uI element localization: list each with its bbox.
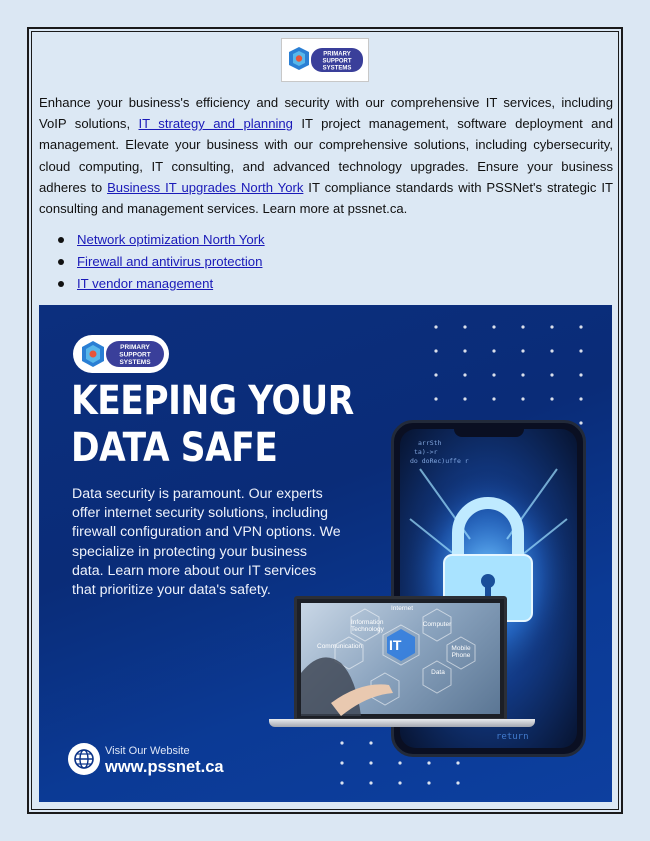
phone-code-line-1: arrSth [418, 439, 442, 447]
service-links-list [56, 229, 265, 294]
phone-notch [454, 425, 524, 437]
list-item [56, 229, 265, 251]
link-firewall-antivirus[interactable]: Firewall and antivirus protection [77, 253, 263, 269]
phone-code-line-2: ta)->r [414, 448, 438, 456]
company-logo [281, 38, 369, 82]
svg-text:SYSTEMS: SYSTEMS [119, 359, 151, 366]
link-network-optimization[interactable]: Network optimization North York [77, 232, 265, 247]
svg-text:PRIMARY: PRIMARY [323, 51, 351, 58]
banner-logo-hexagon-icon [82, 341, 104, 367]
laptop-label-it: IT [389, 637, 402, 653]
svg-text:SUPPORT: SUPPORT [322, 58, 352, 65]
banner-logo-graphic [73, 335, 169, 373]
intro-text-3: IT compliance standards with PSSNet's strategic IT consulting and management services. Learn more at pssnet.ca. [39, 179, 613, 217]
laptop-label-computer: Computer [422, 621, 452, 628]
laptop-base [269, 719, 535, 727]
phone-code-line-4: return [496, 732, 529, 742]
intro-text-2: IT project management, software deployment and management. Elevate your business with our comprehensive solutions, including cybersecurity, cloud computing, IT consulting, and advanced technology upgrades. Ensure your business adheres to [39, 116, 614, 195]
phone-code-line-3: do doRec)uffe r [410, 457, 469, 465]
hexagon-network-icon [301, 603, 502, 716]
headline-line-1: KEEPING YOUR [71, 378, 354, 424]
list-item [56, 251, 265, 273]
laptop-label-internet: Internet [390, 605, 414, 612]
svg-text:SYSTEMS: SYSTEMS [322, 65, 352, 72]
list-item [56, 273, 265, 295]
intro-text-1: Enhance your business's efficiency and security with our comprehensive IT services, including VoIP solutions, [39, 95, 613, 132]
laptop-label-data: Data [431, 669, 445, 676]
promo-banner [39, 305, 612, 802]
banner-description: Data security is paramount. Our experts offer internet security solutions, including firewall configuration and VPN options. We specialize in protecting your business data. Learn more about our IT services that prioritize your data's safety. [72, 486, 341, 599]
laptop-label-mobile: Mobile Phone [451, 645, 471, 659]
laptop-label-info: Information Technology [351, 619, 384, 633]
visit-website[interactable] [68, 743, 268, 783]
company-logo-graphic [282, 39, 368, 81]
svg-text:SUPPORT: SUPPORT [119, 351, 151, 359]
visit-website-label: Visit Our Website [105, 745, 190, 757]
logo-hexagon-icon [289, 47, 309, 70]
laptop-illustration [294, 596, 507, 721]
link-it-vendor-management[interactable]: IT vendor management [77, 275, 214, 291]
website-url[interactable]: www.pssnet.ca [105, 758, 224, 776]
banner-headline [71, 378, 355, 472]
svg-text:PRIMARY: PRIMARY [120, 344, 150, 351]
headline-line-2: DATA SAFE [71, 425, 278, 471]
laptop-label-communication: Communication [317, 643, 363, 650]
banner-logo [73, 335, 169, 373]
intro-paragraph [39, 92, 613, 219]
link-business-it-upgrades[interactable]: Business IT upgrades North York [107, 179, 304, 195]
laptop-display [301, 603, 500, 714]
globe-icon [68, 743, 100, 775]
link-it-strategy[interactable]: IT strategy and planning [138, 116, 293, 132]
